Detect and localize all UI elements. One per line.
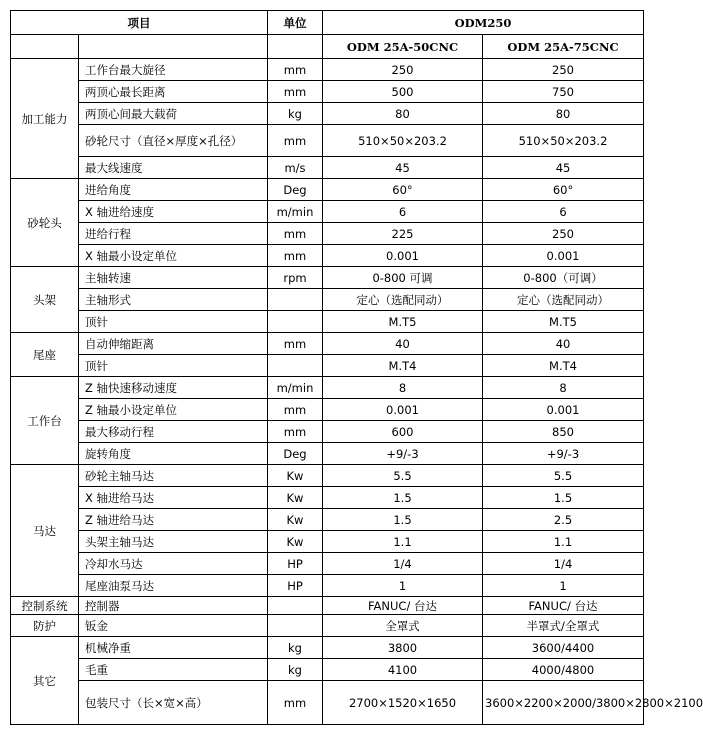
unit-cell: mm <box>268 245 323 267</box>
model-b-value: 510×50×203.2 <box>483 125 644 157</box>
item-cell: 主轴形式 <box>79 289 268 311</box>
model-row-blank-1 <box>11 35 79 59</box>
table-row <box>11 421 644 443</box>
table-row <box>11 553 644 575</box>
model-b-value: 40 <box>483 333 644 355</box>
table-row <box>11 223 644 245</box>
item-cell: 自动伸缩距离 <box>79 333 268 355</box>
item-cell: Z 轴进给马达 <box>79 509 268 531</box>
table-row <box>11 267 644 289</box>
model-a-value: 250 <box>323 59 483 81</box>
item-cell: X 轴进给速度 <box>79 201 268 223</box>
item-cell: 进给角度 <box>79 179 268 201</box>
model-a-value: 600 <box>323 421 483 443</box>
unit-cell: Deg <box>268 443 323 465</box>
table-row <box>11 179 644 201</box>
model-b-value: 0.001 <box>483 399 644 421</box>
unit-cell: kg <box>268 659 323 681</box>
table-row <box>11 509 644 531</box>
unit-cell <box>268 355 323 377</box>
table-row <box>11 157 644 179</box>
table-row <box>11 399 644 421</box>
model-a-value: 40 <box>323 333 483 355</box>
model-b-value: FANUC/ 台达 <box>483 597 644 615</box>
model-b-value: 8 <box>483 377 644 399</box>
model-a-value: +9/-3 <box>323 443 483 465</box>
table-row <box>11 103 644 125</box>
table-row <box>11 311 644 333</box>
table-row <box>11 81 644 103</box>
model-a-header: ODM 25A-50CNC <box>323 35 483 59</box>
item-cell: 顶针 <box>79 311 268 333</box>
model-a-value: 0.001 <box>323 399 483 421</box>
model-b-value: 3600×2200×2000/3800×2800×2100 <box>483 681 644 725</box>
model-a-value: 6 <box>323 201 483 223</box>
group-label: 尾座 <box>11 333 79 377</box>
table-row <box>11 465 644 487</box>
model-a-value: 1.5 <box>323 509 483 531</box>
item-cell: 进给行程 <box>79 223 268 245</box>
unit-cell: mm <box>268 333 323 355</box>
item-cell: 毛重 <box>79 659 268 681</box>
unit-cell: kg <box>268 103 323 125</box>
unit-cell: Kw <box>268 487 323 509</box>
table-row <box>11 615 644 637</box>
unit-cell: kg <box>268 637 323 659</box>
item-cell: 机械净重 <box>79 637 268 659</box>
model-a-value: 8 <box>323 377 483 399</box>
model-a-value: 1 <box>323 575 483 597</box>
unit-cell: rpm <box>268 267 323 289</box>
unit-cell: HP <box>268 575 323 597</box>
model-b-value: 250 <box>483 59 644 81</box>
model-b-value: 80 <box>483 103 644 125</box>
item-cell: 最大移动行程 <box>79 421 268 443</box>
table-row <box>11 355 644 377</box>
model-a-value: FANUC/ 台达 <box>323 597 483 615</box>
unit-cell: mm <box>268 223 323 245</box>
model-b-value: 定心（选配同动） <box>483 289 644 311</box>
model-a-value: 0-800 可调 <box>323 267 483 289</box>
model-a-value: 500 <box>323 81 483 103</box>
model-a-value: 0.001 <box>323 245 483 267</box>
model-b-value: 0-800（可调） <box>483 267 644 289</box>
unit-cell: mm <box>268 59 323 81</box>
table-row <box>11 125 644 157</box>
model-a-value: 全罩式 <box>323 615 483 637</box>
unit-cell: Kw <box>268 531 323 553</box>
model-b-value: M.T4 <box>483 355 644 377</box>
model-b-value: 1.5 <box>483 487 644 509</box>
table-row <box>11 377 644 399</box>
model-a-value: 5.5 <box>323 465 483 487</box>
unit-cell: mm <box>268 681 323 725</box>
group-label: 马达 <box>11 465 79 597</box>
unit-cell <box>268 289 323 311</box>
unit-cell <box>268 311 323 333</box>
item-cell: 包装尺寸（长×宽×高） <box>79 681 268 725</box>
unit-cell: Deg <box>268 179 323 201</box>
model-row <box>11 35 644 59</box>
table-row <box>11 59 644 81</box>
model-b-value: 3600/4400 <box>483 637 644 659</box>
group-label: 加工能力 <box>11 59 79 179</box>
table-row <box>11 575 644 597</box>
table-row <box>11 531 644 553</box>
group-label: 工作台 <box>11 377 79 465</box>
model-b-value: 750 <box>483 81 644 103</box>
item-cell: 钣金 <box>79 615 268 637</box>
item-cell: Z 轴快速移动速度 <box>79 377 268 399</box>
model-a-value: 1/4 <box>323 553 483 575</box>
unit-cell: HP <box>268 553 323 575</box>
item-cell: 两顶心间最大载荷 <box>79 103 268 125</box>
table-row <box>11 637 644 659</box>
unit-cell: mm <box>268 421 323 443</box>
item-cell: 工作台最大旋径 <box>79 59 268 81</box>
item-cell: 控制器 <box>79 597 268 615</box>
model-b-value: 0.001 <box>483 245 644 267</box>
model-b-value: 45 <box>483 157 644 179</box>
model-row-blank-2 <box>79 35 268 59</box>
model-b-value: 1/4 <box>483 553 644 575</box>
model-a-value: 60° <box>323 179 483 201</box>
model-row-blank-3 <box>268 35 323 59</box>
item-cell: 冷却水马达 <box>79 553 268 575</box>
model-b-value: 6 <box>483 201 644 223</box>
model-a-value: 3800 <box>323 637 483 659</box>
item-cell: Z 轴最小设定单位 <box>79 399 268 421</box>
model-b-value: 半罩式/全罩式 <box>483 615 644 637</box>
model-a-value: 1.1 <box>323 531 483 553</box>
unit-cell <box>268 615 323 637</box>
table-row <box>11 333 644 355</box>
item-cell: 砂轮主轴马达 <box>79 465 268 487</box>
table-row <box>11 659 644 681</box>
model-b-header: ODM 25A-75CNC <box>483 35 644 59</box>
item-cell: 砂轮尺寸（直径×厚度×孔径） <box>79 125 268 157</box>
model-b-value: 1 <box>483 575 644 597</box>
item-cell: 主轴转速 <box>79 267 268 289</box>
model-a-value: 80 <box>323 103 483 125</box>
model-a-value: M.T4 <box>323 355 483 377</box>
group-label: 防护 <box>11 615 79 637</box>
item-cell: X 轴进给马达 <box>79 487 268 509</box>
item-cell: 两顶心最长距离 <box>79 81 268 103</box>
model-b-value: 4000/4800 <box>483 659 644 681</box>
model-b-value: 2.5 <box>483 509 644 531</box>
unit-cell: m/min <box>268 201 323 223</box>
header-item: 项目 <box>11 11 268 35</box>
model-b-value: 60° <box>483 179 644 201</box>
group-label: 砂轮头 <box>11 179 79 267</box>
unit-cell: m/min <box>268 377 323 399</box>
table-row <box>11 245 644 267</box>
table-row <box>11 289 644 311</box>
item-cell: 最大线速度 <box>79 157 268 179</box>
unit-cell: Kw <box>268 509 323 531</box>
unit-cell <box>268 597 323 615</box>
model-b-value: M.T5 <box>483 311 644 333</box>
model-a-value: 225 <box>323 223 483 245</box>
table-row <box>11 681 644 725</box>
model-a-value: 4100 <box>323 659 483 681</box>
group-label: 头架 <box>11 267 79 333</box>
spec-table <box>10 10 703 725</box>
item-cell: 头架主轴马达 <box>79 531 268 553</box>
model-b-value: 5.5 <box>483 465 644 487</box>
model-b-value: 250 <box>483 223 644 245</box>
header-row <box>11 11 644 35</box>
model-b-value: +9/-3 <box>483 443 644 465</box>
item-cell: 旋转角度 <box>79 443 268 465</box>
model-a-value: 2700×1520×1650 <box>323 681 483 725</box>
model-a-value: 1.5 <box>323 487 483 509</box>
unit-cell: mm <box>268 125 323 157</box>
header-model: ODM250 <box>323 11 644 35</box>
group-label: 控制系统 <box>11 597 79 615</box>
table-row <box>11 487 644 509</box>
model-a-value: 510×50×203.2 <box>323 125 483 157</box>
unit-cell: Kw <box>268 465 323 487</box>
model-b-value: 1.1 <box>483 531 644 553</box>
model-a-value: 45 <box>323 157 483 179</box>
table-row <box>11 443 644 465</box>
item-cell: X 轴最小设定单位 <box>79 245 268 267</box>
table-row <box>11 597 644 615</box>
group-label: 其它 <box>11 637 79 725</box>
unit-cell: mm <box>268 399 323 421</box>
model-b-value: 850 <box>483 421 644 443</box>
table-row <box>11 201 644 223</box>
unit-cell: mm <box>268 81 323 103</box>
unit-cell: m/s <box>268 157 323 179</box>
model-a-value: M.T5 <box>323 311 483 333</box>
header-unit: 单位 <box>268 11 323 35</box>
item-cell: 顶针 <box>79 355 268 377</box>
item-cell: 尾座油泵马达 <box>79 575 268 597</box>
model-a-value: 定心（选配同动） <box>323 289 483 311</box>
